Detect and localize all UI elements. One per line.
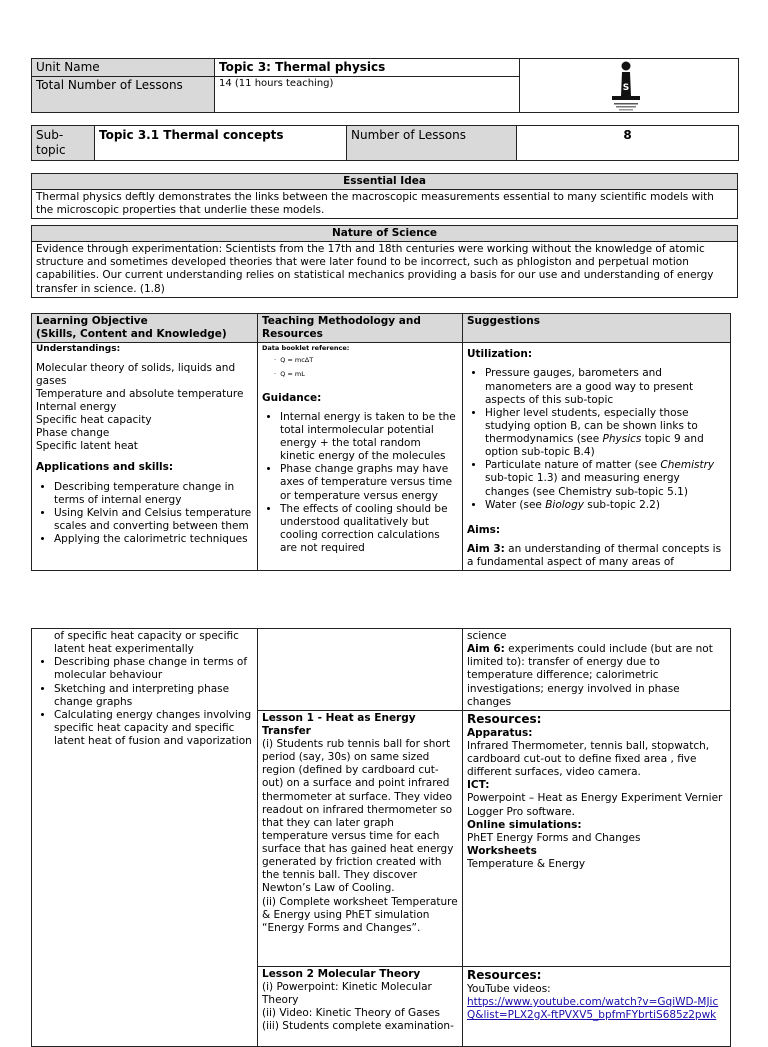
ict-label: ICT: xyxy=(467,779,490,792)
booklet-ref: Data booklet reference: xyxy=(262,344,350,353)
youtube-label: YouTube videos: xyxy=(467,982,551,995)
lesson2-item: (i) Powerpoint: Kinetic Molecular Theory xyxy=(262,980,432,1006)
understanding-item: Molecular theory of solids, liquids and gases xyxy=(36,361,236,387)
apps-continued-list xyxy=(36,630,253,656)
understanding-item: Temperature and absolute temperature xyxy=(36,387,244,400)
understanding-item: Specific latent heat xyxy=(36,440,138,453)
suggestions-cell xyxy=(463,343,731,571)
svg-text:S: S xyxy=(622,83,630,93)
essential-idea-text: Thermal physics deftly demonstrates the links between the macroscopic measurements essential to many scientific models with the microscopic properties that underlie these models. xyxy=(32,190,738,219)
lesson2-item: (ii) Video: Kinetic Theory of Gases xyxy=(262,1007,440,1020)
utilization-text: Particulate nature of matter (see xyxy=(485,459,661,472)
formula-line: · Q = mL xyxy=(274,369,305,378)
aims-continued-cell xyxy=(463,629,731,711)
empty-method-cell xyxy=(258,629,463,711)
utilization-text: topic 9 and option sub-topic B.4) xyxy=(485,433,704,459)
apps-skills-item: • Describing phase change in terms of molecular behaviour xyxy=(54,656,253,682)
guidance-title: Guidance: xyxy=(262,391,322,404)
col-suggestions-header: Suggestions xyxy=(463,314,731,343)
apparatus-text: Infrared Thermometer, tennis ball, stopwatch, cardboard cut-out to define fixed area , five different surfaces, video camera. xyxy=(467,739,710,779)
worksheets-label: Worksheets xyxy=(467,844,537,857)
formula-1: Q = mcΔT xyxy=(280,356,314,365)
total-lessons-value: 14 (11 hours teaching) xyxy=(215,77,520,113)
subtopic-label: Sub-topic xyxy=(32,126,95,161)
nos-title: Nature of Science xyxy=(32,226,738,242)
guidance-item: • The effects of cooling should be understood qualitatively but cooling correction calculations are not required xyxy=(280,503,458,556)
apps-skills-list xyxy=(36,481,253,547)
guidance-item: • Internal energy is taken to be the total intermolecular potential energy + the total random kinetic energy of the molecules xyxy=(280,411,458,464)
lesson1-text2: (ii) Complete worksheet Temperature & Energy using PhET simulation “Energy Forms and Changes”. xyxy=(262,895,458,934)
school-logo-icon xyxy=(600,60,652,112)
understandings-list xyxy=(36,362,253,454)
sims-label: Online simulations: xyxy=(467,818,582,831)
utilization-emph: Biology xyxy=(545,498,584,511)
utilization-emph: Chemistry xyxy=(660,459,715,472)
utilization-text: Water (see xyxy=(485,498,546,511)
apps-skills-item: • Calculating energy changes involving specific heat capacity and specific latent heat of fusion and vaporization xyxy=(54,709,253,748)
understanding-item: Internal energy xyxy=(36,400,117,413)
apps-skills-title: Applications and skills: xyxy=(36,461,174,474)
lesson2-resources-cell xyxy=(463,966,731,1046)
essential-idea-table xyxy=(31,173,738,219)
total-lessons-label: Total Number of Lessons xyxy=(32,77,215,113)
nos-text: Evidence through experimentation: Scientists from the 17th and 18th centuries were working without the knowledge of atomic structure and sometimes developed theories that were later found to be incorrect, such as phlogiston and perpetual motion capabilities. Our current understanding relies on statistical mechanics providing a basis for our use and understanding of energy transfer in science. (1.8) xyxy=(32,242,738,298)
sims-text: PhET Energy Forms and Changes xyxy=(467,831,641,844)
aim3 xyxy=(467,543,726,569)
lesson1-text: (i) Students rub tennis ball for short period (say, 30s) on same sized region (defined by cardboard cut-out) on a surface and point infrared thermometer at surface. They video readout on infrared thermometer so that they can later graph temperature versus time for each surface that has gained heat energy generated by friction created with the tennis ball. They discover Newton’s Law of Cooling. xyxy=(262,738,454,895)
teaching-method-cell xyxy=(258,343,463,571)
objectives-table xyxy=(31,313,731,571)
utilization-list xyxy=(467,367,726,511)
learning-objective-cell xyxy=(32,343,258,571)
aim3-label: Aim 3: xyxy=(467,542,505,555)
school-logo xyxy=(600,60,652,112)
aim3-text: an understanding of thermal concepts is a fundamental aspect of many areas of xyxy=(467,542,722,568)
utilization-emph: Physics xyxy=(602,433,642,445)
subtopic-table xyxy=(31,125,739,161)
formula-2: Q = mL xyxy=(280,369,305,378)
lesson1-cell xyxy=(258,710,463,966)
guidance-list xyxy=(262,411,458,555)
formula-line: · Q = mcΔT xyxy=(274,356,314,365)
unit-name-label: Unit Name xyxy=(32,59,215,77)
utilization-item xyxy=(485,459,726,498)
utilization-item xyxy=(485,499,726,512)
apps-continued-list-2 xyxy=(36,656,253,748)
utilization-title: Utilization: xyxy=(467,348,533,361)
col-learning-objective-header: Learning Objective (Skills, Content and Knowledge) xyxy=(32,314,258,343)
utilization-text: sub-topic 2.2) xyxy=(583,498,660,511)
subtopic-value: Topic 3.1 Thermal concepts xyxy=(95,126,347,161)
aims-title: Aims: xyxy=(467,523,501,536)
nature-of-science-table xyxy=(31,225,738,298)
lessons-count-value: 8 xyxy=(517,126,739,161)
lesson1-resources-cell xyxy=(463,710,731,966)
apps-skills-item: • Applying the calorimetric techniques xyxy=(54,533,253,546)
lesson2-cell xyxy=(258,966,463,1046)
aims-continued-text: science xyxy=(467,630,507,642)
aim6 xyxy=(467,643,726,709)
resources2-title: Resources: xyxy=(467,967,542,982)
resources1-title: Resources: xyxy=(467,711,542,726)
apps-skills-item: of specific heat capacity or specific latent heat experimentally xyxy=(54,630,239,656)
youtube-link[interactable]: https://www.youtube.com/watch?v=GqiWD-MJicQ&list=PLX2gX-ftPVXV5_bpfmFYbrtiS685z2pwk xyxy=(467,995,719,1021)
guidance-item: • Phase change graphs may have axes of temperature versus time or temperature versus energy xyxy=(280,463,458,502)
apps-skills-item: • Sketching and interpreting phase change graphs xyxy=(54,683,253,709)
objectives-table-continued xyxy=(31,628,731,1047)
lesson1-title: Lesson 1 - Heat as Energy Transfer xyxy=(262,711,416,737)
understanding-item: Phase change xyxy=(36,427,110,440)
ict-text: Powerpoint – Heat as Energy Experiment Vernier Logger Pro software. xyxy=(467,792,723,818)
col-teaching-method-header: Teaching Methodology and Resources xyxy=(258,314,463,343)
utilization-text: Pressure gauges, barometers and manometers are a good way to present aspects of this sub-topic xyxy=(485,367,694,406)
aim6-text: experiments could include (but are not limited to): transfer of energy due to temperature difference; calorimetric investigations; energy involved in phase changes xyxy=(467,643,713,708)
utilization-item xyxy=(485,407,726,460)
understanding-item: Specific heat capacity xyxy=(36,414,152,426)
lessons-count-label: Number of Lessons xyxy=(347,126,517,161)
essential-idea-title: Essential Idea xyxy=(32,174,738,190)
aim6-label: Aim 6: xyxy=(467,643,505,656)
apps-skills-item: • Describing temperature change in terms of internal energy xyxy=(54,481,253,507)
utilization-text: Higher level students, especially those studying option B, can be shown links to thermodynamics (see xyxy=(485,406,698,445)
utilization-item xyxy=(485,367,726,406)
lesson2-item: (iii) Students complete examination- xyxy=(262,1020,454,1033)
unit-name-value: Topic 3: Thermal physics xyxy=(215,59,520,77)
understandings-title: Understandings: xyxy=(36,344,121,355)
apps-continued-cell xyxy=(32,629,258,1047)
worksheets-text: Temperature & Energy xyxy=(467,858,586,870)
apps-skills-item: • Using Kelvin and Celsius temperature scales and converting between them xyxy=(54,507,253,533)
apparatus-label: Apparatus: xyxy=(467,726,533,739)
utilization-text: sub-topic 1.3) and measuring energy changes (see Chemistry sub-topic 5.1) xyxy=(485,472,688,498)
lesson2-title: Lesson 2 Molecular Theory xyxy=(262,967,421,980)
